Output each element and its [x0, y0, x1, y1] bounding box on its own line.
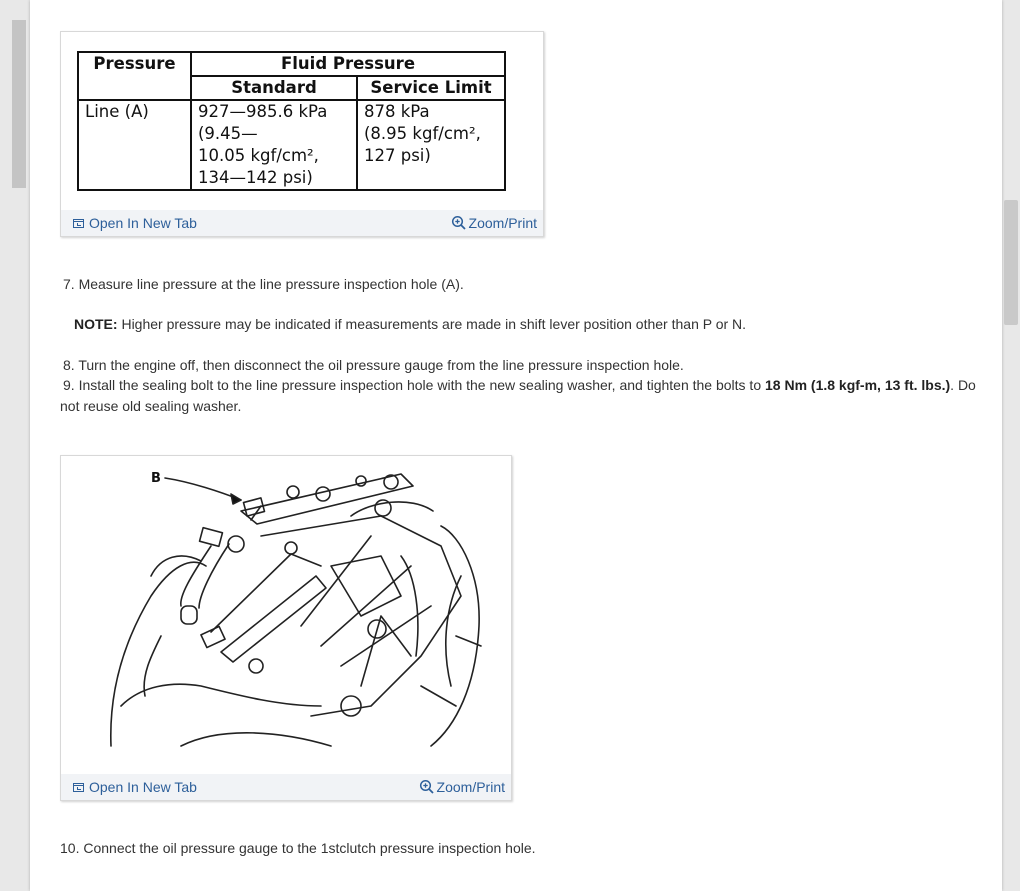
- magnifier-plus-icon: [419, 779, 435, 795]
- service-line: (8.95 kgf/cm²,: [364, 124, 481, 143]
- zoom-label: Zoom/Print: [436, 779, 505, 795]
- step-9-line2: not reuse old sealing washer.: [60, 398, 242, 414]
- service-line: 878 kPa: [364, 102, 430, 121]
- standard-line: 927—985.6 kPa: [198, 102, 328, 121]
- open-tab-label: Open In New Tab: [89, 215, 197, 231]
- new-tab-icon: [73, 783, 84, 792]
- zoom-print-link[interactable]: [419, 779, 505, 795]
- note-text: Higher pressure may be indicated if measurements are made in shift lever position other than P or N.: [117, 316, 747, 332]
- left-scrollbar[interactable]: [12, 20, 26, 188]
- magnifier-plus-icon: [451, 215, 467, 231]
- open-in-new-tab-link[interactable]: [73, 215, 197, 231]
- header-fluid-pressure: Fluid Pressure: [191, 52, 505, 76]
- transmission-diagram: [61, 456, 511, 772]
- figure-toolbar: [61, 210, 543, 236]
- standard-line: 10.05 kgf/cm²,: [198, 146, 319, 165]
- step-9-torque: 18 Nm (1.8 kgf-m, 13 ft. lbs.): [765, 377, 951, 393]
- step-10: 10. Connect the oil pressure gauge to the 1stclutch pressure inspection hole.: [60, 840, 536, 856]
- service-line: 127 psi): [364, 146, 431, 165]
- header-service-limit: Service Limit: [357, 76, 505, 100]
- step-7: 7. Measure line pressure at the line pressure inspection hole (A).: [63, 276, 464, 292]
- pressure-table-figure: [60, 31, 544, 237]
- callout-b: B: [151, 471, 161, 486]
- step-8: 8. Turn the engine off, then disconnect the oil pressure gauge from the line pressure inspection hole.: [63, 357, 684, 373]
- standard-cell: [191, 100, 357, 190]
- zoom-label: Zoom/Print: [468, 215, 537, 231]
- row-label: Line (A): [78, 100, 191, 190]
- fluid-pressure-table: [77, 51, 506, 191]
- header-standard: Standard: [191, 76, 357, 100]
- diagram-figure: [60, 455, 512, 801]
- open-tab-label: Open In New Tab: [89, 779, 197, 795]
- right-scrollbar-thumb[interactable]: [1004, 200, 1018, 325]
- standard-line: (9.45—: [198, 124, 258, 143]
- header-pressure: Pressure: [78, 52, 191, 100]
- new-tab-icon: [73, 219, 84, 228]
- step-9: [63, 377, 976, 393]
- note-label: NOTE:: [74, 316, 118, 332]
- note: [74, 316, 746, 332]
- service-limit-cell: [357, 100, 505, 190]
- document-page: [30, 0, 1002, 891]
- step-9-end: . Do: [950, 377, 976, 393]
- step-9-start: 9. Install the sealing bolt to the line pressure inspection hole with the new sealing washer, and tighten the bolts to: [63, 377, 765, 393]
- open-in-new-tab-link[interactable]: [73, 779, 197, 795]
- zoom-print-link[interactable]: [451, 215, 537, 231]
- figure-toolbar: [61, 774, 511, 800]
- standard-line: 134—142 psi): [198, 168, 313, 187]
